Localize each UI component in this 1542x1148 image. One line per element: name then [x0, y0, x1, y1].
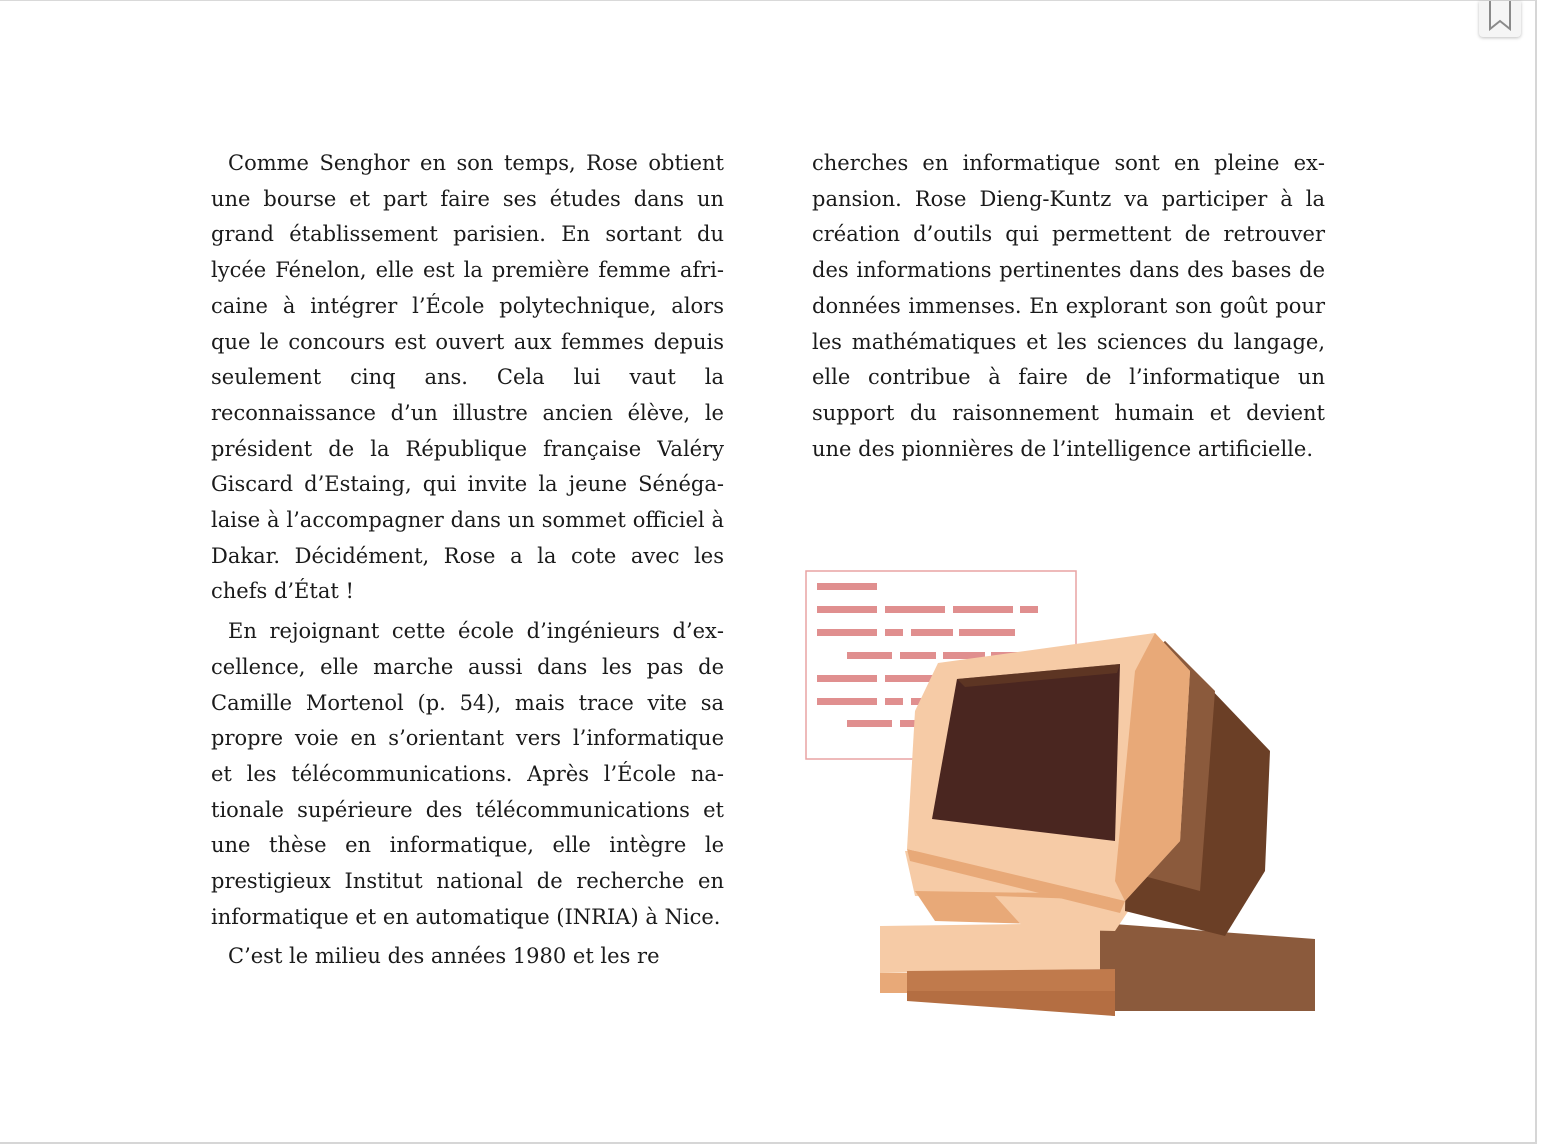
paragraph: C’est le milieu des années 1980 et les re [228, 944, 660, 969]
paragraph: cherches en informatique sont en pleine expansion. Rose Dieng-Kuntz va participer à la création d’outils qui permettent de retrouver des informations pertinentes dans des bases de données immenses. En explorant son goût pour les mathématiques et les sciences du langage, elle contribue à faire de l’informatique un support du raisonnement humain et devient une des pionnières de l’intelligence artificielle. [812, 151, 1325, 461]
computer-base [880, 923, 1315, 1016]
retro-computer-icon [795, 561, 1325, 1031]
left-text-column [211, 146, 724, 979]
monitor-screen [932, 664, 1120, 841]
paragraph: Comme Senghor en son temps, Rose obtient une bourse et part faire ses études dans un grand établissement parisien. En sortant du lycée Fénelon, elle est la première femme africaine à intégrer l’École polytechnique, alors que le concours est ouvert aux femmes depuis seulement cinq ans. Cela lui vaut la reconnaissance d’un illustre ancien élève, le président de la République française Valéry Giscard d’Estaing, qui invite la jeune Sénégalaise à l’accompagner dans un sommet officiel à Dakar. Décidément, Rose a la cote avec les chefs d’État ! [211, 151, 724, 604]
bookmark-button[interactable] [1479, 1, 1521, 37]
bookmark-icon [1488, 1, 1512, 31]
right-text-column [812, 146, 1325, 467]
paragraph: En rejoignant cette école d’ingénieurs d’excellence, elle marche aussi dans les pas de Camille Mortenol (p. 54), mais trace vite sa propre voie en s’orientant vers l’informatique et les télécommunications. Après l’École nationale supérieure des télécommunications et une thèse en informatique, elle intègre le prestigieux Institut national de recherche en informatique et en automatique (INRIA) à Nice. [211, 619, 724, 929]
